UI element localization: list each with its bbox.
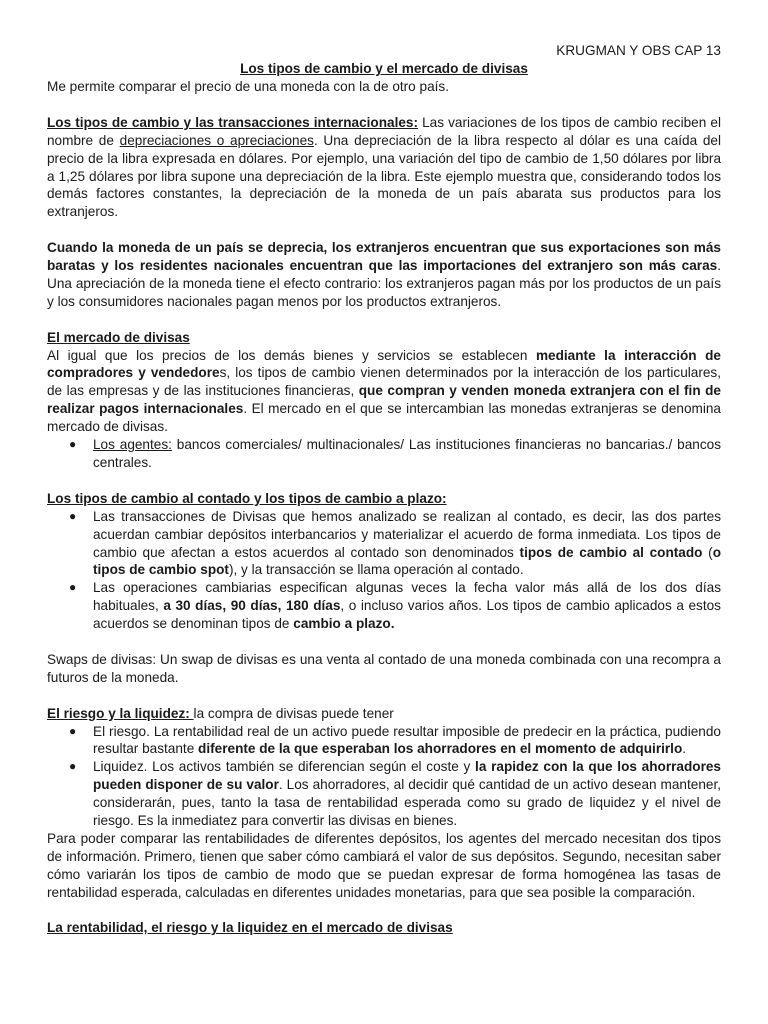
list-item: ● Liquidez. Los activos también se diferencian según el coste y la rapidez con la que los ahorradores pueden disponer de su valor. Los ahorradores, al decidir qué cantidad de un activo desean mantener, considerarán, pues, tanto la tasa de rentabilidad esperada como su grado de liquidez y el nivel de riesgo. Es la inmediatez para convertir las divisas en bienes. (69, 759, 722, 829)
list-item: ● Las transacciones de Divisas que hemos analizado se realizan al contado, es decir, las dos partes acuerdan cambiar depósitos interbancarios y materializar el acuerdo de forma inmediata. Los tipos de cambio que afectan a estos acuerdos al contado son denominados tipos de cambio al contado (o tipos de cambio spot), y la transacción se llama operación al contado. (69, 508, 722, 578)
depreciation-paragraph: Cuando la moneda de un país se deprecia, los extranjeros encuentran que sus exportaciones son más baratas y los residentes nacionales encuentran que las importaciones del extranjero son más caras. Una apreciación de la moneda tiene el efecto contrario: los extranjeros pagan más por los productos de un país y los consumidores nacionales pagan menos por los productos extranjeros. (47, 240, 721, 309)
section-heading: Los tipos de cambio y las transacciones internacionales: (47, 114, 418, 130)
list-item: ● El riesgo. La rentabilidad real de un activo puede resultar imposible de predecir en la práctica, pudiendo resultar bastante diferente de la que esperaban los ahorradores en el momento de adquirirlo. (69, 723, 721, 757)
agents-list (47, 436, 721, 472)
section-heading: La rentabilidad, el riesgo y la liquidez en el mercado de divisas (47, 920, 453, 936)
risk-liquidity-intro: El riesgo y la liquidez: la compra de divisas puede tener (47, 705, 394, 721)
forex-market-paragraph: Al igual que los precios de los demás bienes y servicios se establecen mediante la interacción de compradores y vendedores, los tipos de cambio vienen determinados por la interacción de los particulares, de las empresas y de las instituciones financieras, que compran y venden moneda extranjera con el fin de realizar pagos internacionales. El mercado en el que se intercambian las monedas extranjeras se denomina mercado de divisas. (47, 347, 721, 435)
section-heading: El mercado de divisas (47, 329, 190, 345)
comparison-paragraph: Para poder comparar las rentabilidades de diferentes depósitos, los agentes del mercado necesitan dos tipos de información. Primero, tienen que saber cómo cambiará el valor de sus depósitos. Segundo, necesitan saber cómo variarán los tipos de cambio de modo que se puedan expresar de forma homogénea las tasas de rentabilidad esperada, calculadas en diferentes unidades monetarias, para que sea posible la comparación. (47, 830, 721, 900)
document-page (47, 42, 721, 937)
list-item: ● Las operaciones cambiarias especifican algunas veces la fecha valor más allá de los dos días habituales, a 30 días, 90 días, 180 días, o incluso varios años. Los tipos de cambio aplicados a estos acuerdos se denominan tipos de cambio a plazo. (69, 580, 721, 632)
risk-liquidity-list (47, 723, 721, 830)
swaps-paragraph: Swaps de divisas: Un swap de divisas es una venta al contado de una moneda combinada con una recompra a futuros de la moneda. (47, 651, 721, 685)
spot-forward-list (47, 508, 721, 633)
section-heading: El riesgo y la liquidez: (47, 705, 194, 721)
section-exchange-rates-paragraph: Los tipos de cambio y las transacciones internacionales: Las variaciones de los tipos de cambio reciben el nombre de depreciaciones o apreciaciones. Una depreciación de la libra respecto al dólar es una caída del precio de la libra expresada en dólares. Por ejemplo, una variación del tipo de cambio de 1,50 dólares por libra a 1,25 dólares por libra supone una depreciación de la libra. Este ejemplo muestra que, considerando todos los demás factores constantes, la depreciación de la moneda de un país abarata sus productos para los extranjeros. (47, 114, 722, 220)
list-item: ● Los agentes: bancos comerciales/ multinacionales/ Las instituciones financieras no bancarias./ bancos centrales. (69, 437, 721, 470)
document-title: Los tipos de cambio y el mercado de divisas (240, 61, 528, 76)
intro-paragraph: Me permite comparar el precio de una moneda con la de otro país. (47, 79, 449, 94)
section-heading: Los tipos de cambio al contado y los tipos de cambio a plazo: (47, 490, 447, 506)
document-header: KRUGMAN Y OBS CAP 13 (556, 43, 721, 58)
